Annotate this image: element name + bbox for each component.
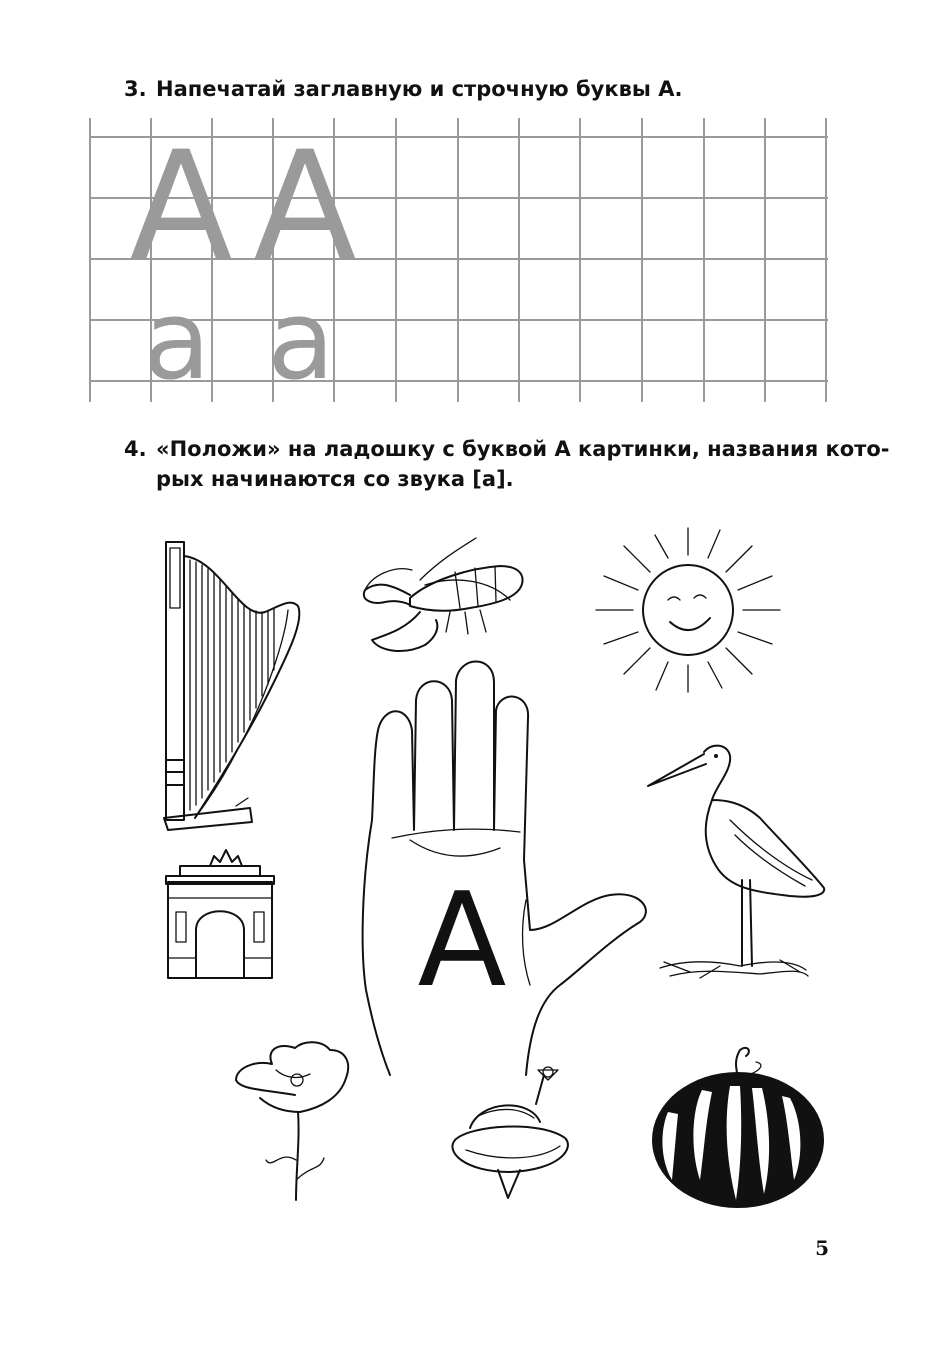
trace-lowercase-1: a bbox=[143, 276, 211, 404]
task-number: 3. bbox=[124, 77, 147, 101]
task-text-line-2: рых начинаются со звука [а]. bbox=[156, 467, 514, 491]
task-text: Напечатай заглавную и строчную буквы А. bbox=[156, 77, 683, 101]
spinning-top-icon[interactable] bbox=[452, 1067, 567, 1198]
arch-icon[interactable] bbox=[166, 850, 274, 978]
watermelon-icon[interactable] bbox=[652, 1048, 824, 1208]
palm-letter: А bbox=[417, 864, 507, 1016]
page-number: 5 bbox=[815, 1236, 829, 1260]
crayfish-icon[interactable] bbox=[364, 538, 523, 651]
task-number: 4. bbox=[124, 437, 147, 461]
trace-uppercase-1: A bbox=[129, 120, 233, 294]
sun-icon[interactable] bbox=[596, 528, 780, 692]
trace-lowercase-2: a bbox=[267, 276, 335, 404]
trace-uppercase-2: A bbox=[253, 120, 357, 294]
task-text-line-1: «Положи» на ладошку с буквой А картинки, названия кото- bbox=[156, 437, 890, 461]
poppy-icon[interactable] bbox=[236, 1042, 348, 1200]
harp-icon[interactable] bbox=[164, 542, 299, 830]
stork-icon[interactable] bbox=[648, 746, 824, 978]
